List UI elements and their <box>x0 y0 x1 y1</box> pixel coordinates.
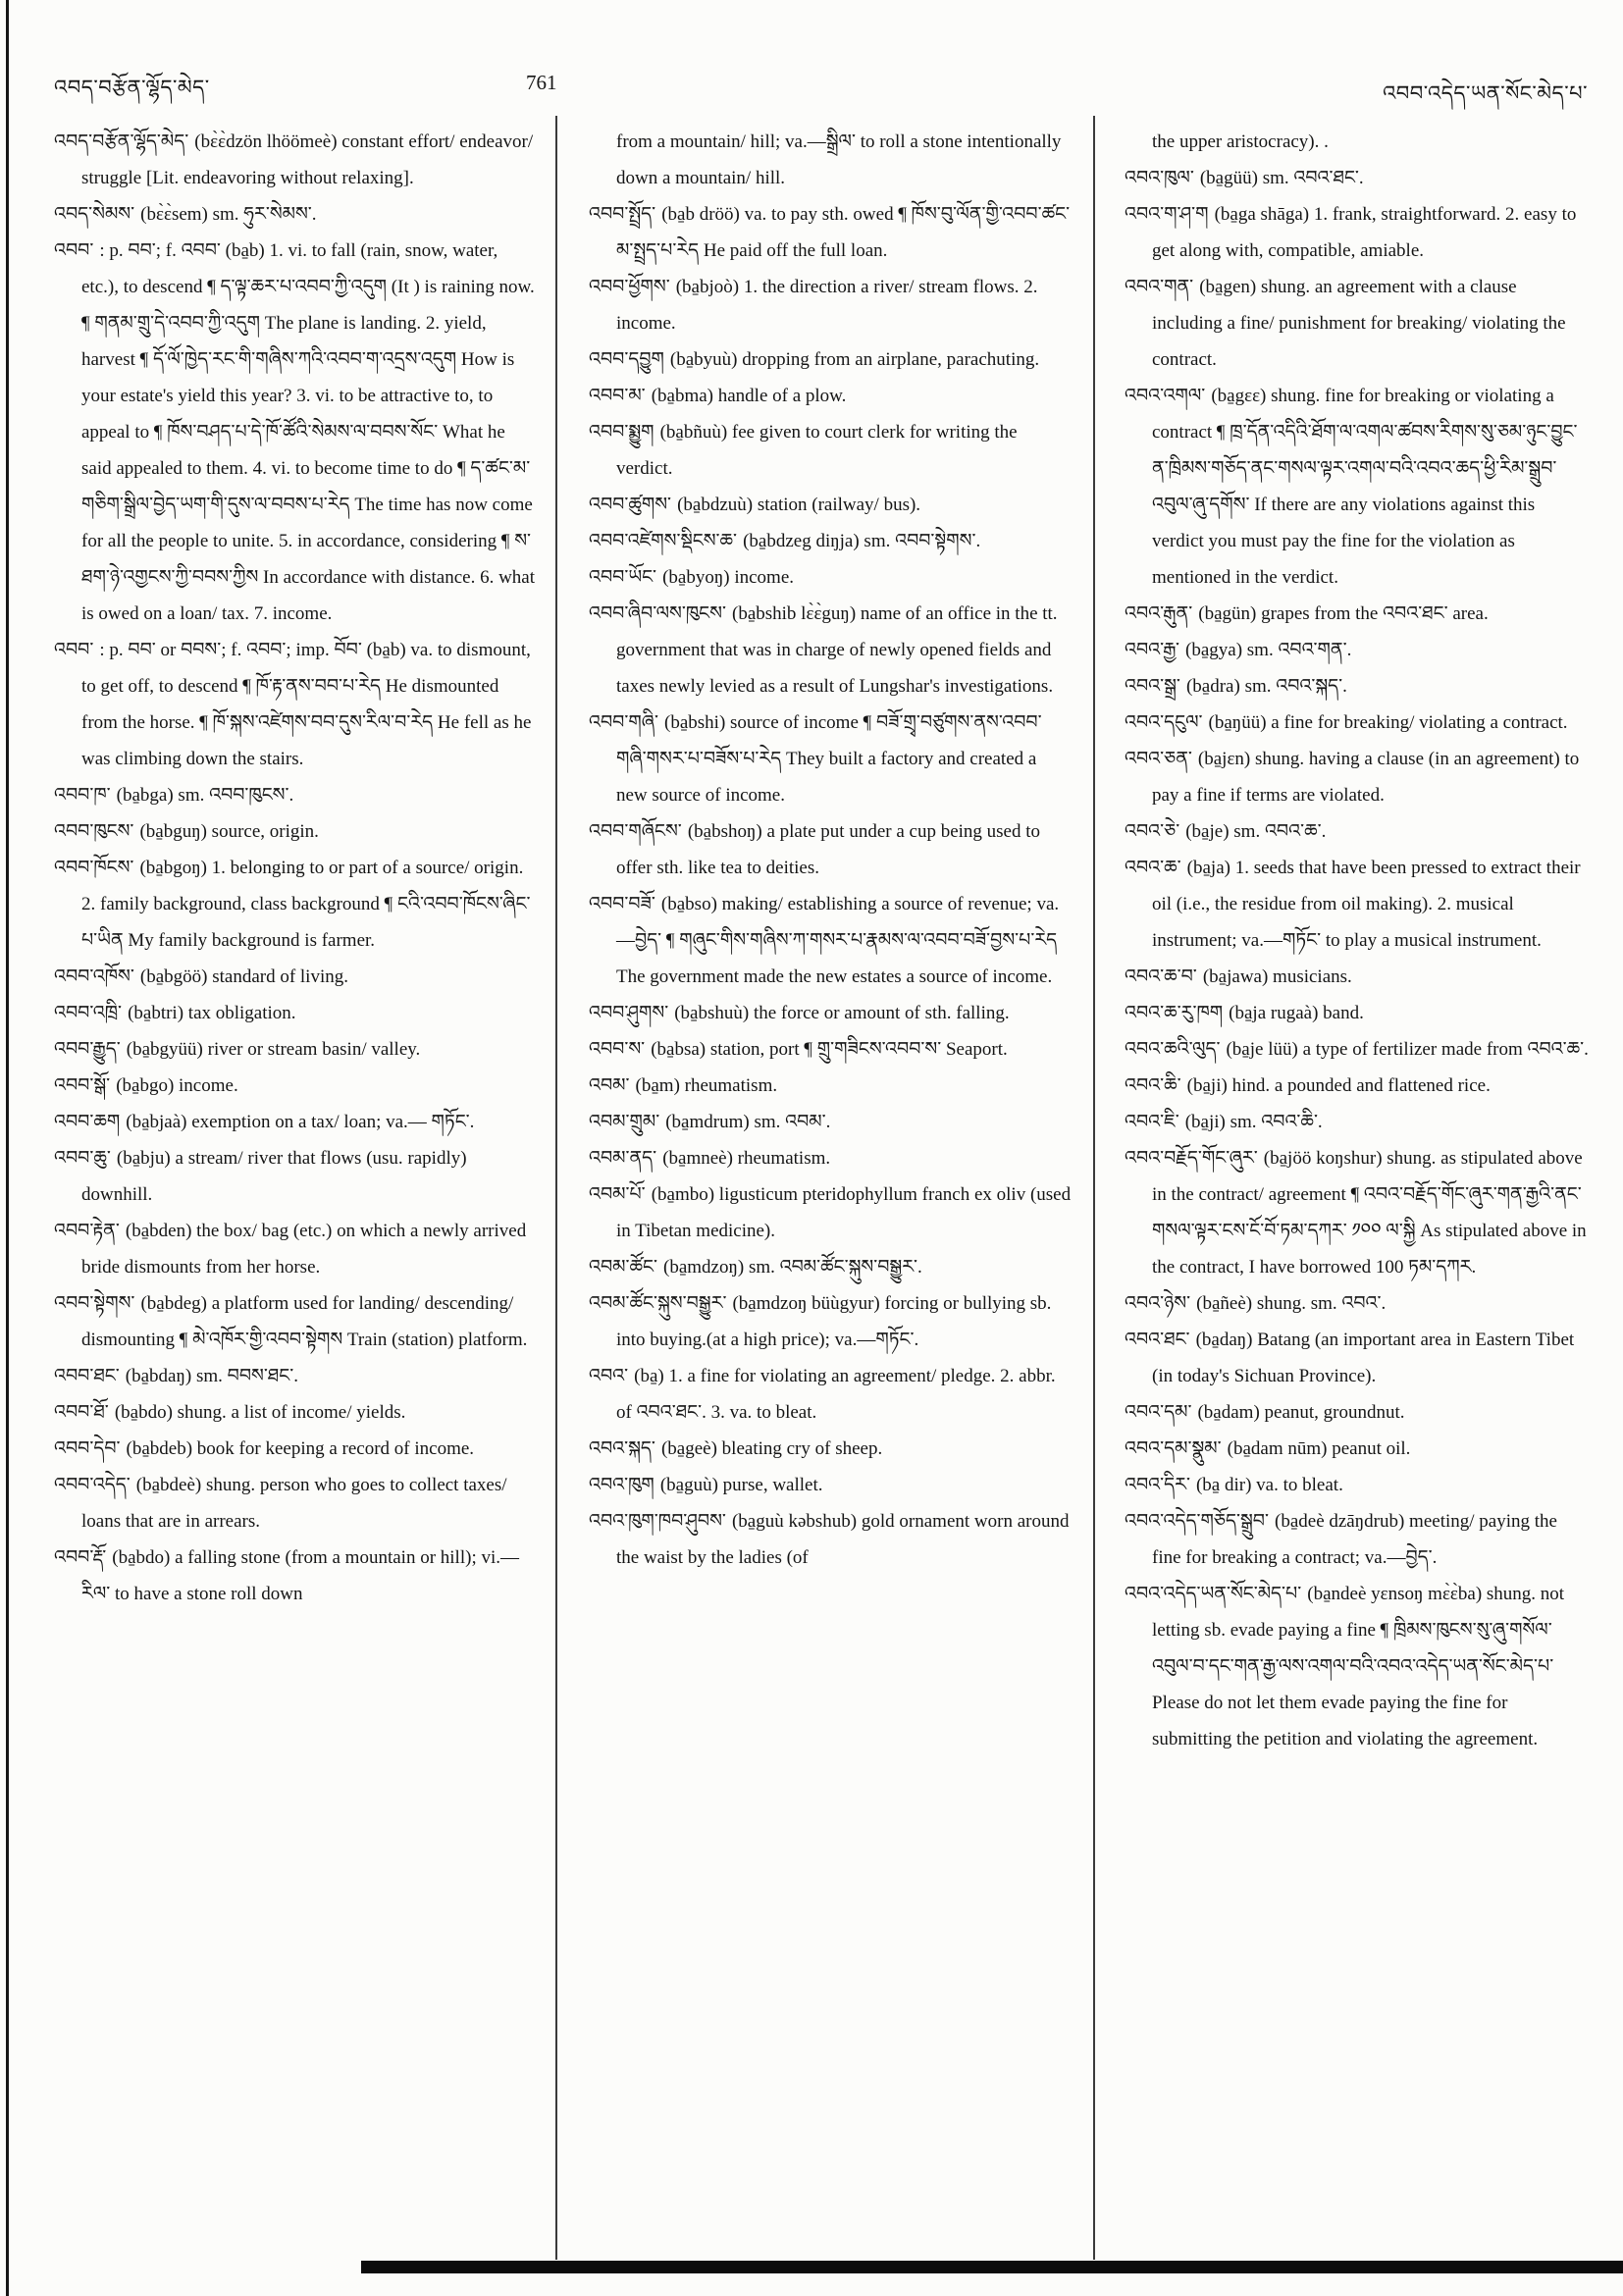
entry-headword: འབབ་ཤུགས་ <box>589 1002 675 1023</box>
dictionary-entry <box>54 813 537 850</box>
entry-definition: (ba̱bdeg) a platform used for landing/ descending/ dismounting ¶ མེ་འཁོར་གྱི་འབབ་སྟེགས Train (station) platform. <box>81 1293 528 1350</box>
dictionary-entry <box>1125 1104 1590 1140</box>
entry-headword: འབབ་འདེད་ <box>54 1474 136 1495</box>
entry-definition: : p. བབ་ or བབས་; f. འབབ་; imp. བོབ་ (ba̱b) va. to dismount, to get off, to descend ¶ ཁོ་རྟ་ནས་བབ་པ་རེད He dismounted from the horse. ¶ ཁོ་སྐས་འཛེགས་བབ་དུས་རིལ་བ་རེད He fell as he was climbing down the stairs. <box>81 640 532 769</box>
entry-headword: འབའ་ཇི་ <box>1125 1111 1185 1132</box>
dictionary-entry <box>1125 1467 1590 1503</box>
entry-headword: འབའ་ཐང་ <box>1125 1329 1196 1350</box>
entry-definition: (ba̱ji) hind. a pounded and flattened rice. <box>1186 1075 1491 1096</box>
dictionary-entry <box>589 596 1072 704</box>
entry-headword: འབབ་ཁོངས་ <box>54 857 140 878</box>
dict-column <box>589 124 1072 1576</box>
entry-headword: འབབ་ཡོང་ <box>589 566 663 588</box>
entry-headword: འབའ་གན་ <box>1125 276 1200 297</box>
entry-headword: འབབ་གཞི་ <box>589 711 665 733</box>
entry-definition: (ba̱mbo) ligusticum pteridophyllum franch ex oliv (used in Tibetan medicine). <box>616 1184 1072 1241</box>
dictionary-entry <box>54 233 537 632</box>
dictionary-entry <box>1125 160 1590 196</box>
dictionary-entry <box>589 1104 1072 1140</box>
dictionary-entry <box>589 1140 1072 1176</box>
entry-definition: (ba̱bjaà) exemption on a tax/ loan; va.— གཏོང་. <box>126 1112 475 1132</box>
entry-definition: (ba̱bden) the box/ bag (etc.) on which a newly arrived bride dismounts from her horse. <box>81 1221 527 1278</box>
dictionary-entry <box>54 1068 537 1104</box>
dictionary-entry <box>1125 1031 1590 1068</box>
entry-headword: འབའ་ཆི་ <box>1125 1074 1187 1096</box>
dictionary-entry <box>54 995 537 1031</box>
entry-definition: (ba̱bgoŋ) 1. belonging to or part of a source/ origin. 2. family background, class background ¶ ངའི་འབབ་ཁོངས་ཞིང་པ་ཡིན My family background is farmer. <box>81 858 531 951</box>
entry-definition: (ba̱jɛn) shung. having a clause (in an agreement) to pay a fine if terms are violated. <box>1152 749 1580 806</box>
entry-headword: འབའ་ཆ་ <box>1125 857 1187 878</box>
entry-headword: འབབ་སྨྱུག <box>589 421 660 443</box>
dictionary-entry <box>1125 959 1590 995</box>
dictionary-entry <box>1125 995 1590 1031</box>
entry-headword: འབའ་ཁུག <box>589 1474 660 1495</box>
dictionary-entry <box>54 1431 537 1467</box>
entry-headword: འབའ་སྐད་ <box>589 1437 661 1459</box>
entry-definition: (ba̱mdzoŋ büùgyur) forcing or bullying sb. into buying.(at a high price); va.—གཏོང་. <box>616 1293 1052 1350</box>
entry-definition: (bɛ̀ɛ̀sem) sm. ཧུར་སེམས་. <box>140 204 317 225</box>
dictionary-entry <box>1125 596 1590 632</box>
entry-headword: འབའ་སྒྲ་ <box>1125 675 1186 697</box>
dictionary-entry <box>589 1431 1072 1467</box>
dictionary-entry <box>589 1176 1072 1249</box>
dict-column <box>54 124 537 1612</box>
dictionary-entry <box>1125 196 1590 269</box>
entry-headword: འབབ་སྤྲོད་ <box>589 203 662 225</box>
entry-definition: (ba̱ja rugaà) band. <box>1229 1003 1364 1023</box>
entry-headword: འབབ་ <box>54 639 100 660</box>
dict-column <box>1125 124 1590 1757</box>
entry-definition: (ba̱geè) bleating cry of sheep. <box>660 1438 883 1459</box>
entry-definition: (ba̱je lüü) a type of fertilizer made from འབའ་ཆ་. <box>1226 1039 1589 1060</box>
dictionary-entry <box>54 1213 537 1285</box>
dictionary-entry <box>589 1503 1072 1576</box>
entry-definition: (ba̱jöö koŋshur) shung. as stipulated above in the contract/ agreement ¶ འབའ་བརྗོད་གོང་ཞུར་གན་རྒྱའི་ནང་གསལ་ལྟར་ངས་ངོ་བོ་ཏམ་དཀར་ ༡༠༠ ལ་སྐྱི As stipulated above in the contract, I have borrowed 100 ཏམ་དཀར. <box>1152 1148 1587 1278</box>
dictionary-entry <box>589 559 1072 596</box>
dictionary-entry <box>54 1285 537 1358</box>
dictionary-entry <box>589 341 1072 378</box>
entry-definition: (ba̱bñuù) fee given to court clerk for writing the verdict. <box>616 422 1018 479</box>
entry-definition: (ba̱bjoò) 1. the direction a river/ stream flows. 2. income. <box>616 277 1038 334</box>
dictionary-entry <box>1125 378 1590 596</box>
entry-headword: འབབ་བཟོ་ <box>589 893 661 914</box>
entry-headword: འབབ་འཁོས་ <box>54 965 140 987</box>
entry-headword: འབབ་ཁུངས་ <box>54 820 140 842</box>
entry-headword: འབའ་ཅན་ <box>1125 748 1198 769</box>
dictionary-entry <box>589 1358 1072 1431</box>
entry-definition: from a mountain/ hill; va.—སྒྲིལ་ to roll a stone intentionally down a mountain/ hill. <box>616 131 1062 188</box>
dictionary-entry <box>54 1140 537 1213</box>
entry-definition: (ba̱dam nūm) peanut oil. <box>1227 1438 1411 1459</box>
dictionary-entry <box>54 1394 537 1431</box>
entry-definition: (ba̱daŋ) Batang (an important area in Eastern Tibet (in today's Sichuan Province). <box>1152 1330 1575 1386</box>
entry-headword: འབའ་ཆ་བ་ <box>1125 965 1203 987</box>
entry-definition: (ba̱bshoŋ) a plate put under a cup being used to offer sth. like tea to deities. <box>616 821 1041 878</box>
dictionary-entry <box>1125 668 1590 704</box>
dictionary-entry <box>589 523 1072 559</box>
entry-headword: འབབ་དེབ་ <box>54 1437 127 1459</box>
entry-definition: (ba̱gya) sm. འབའ་གན་. <box>1185 640 1352 660</box>
entry-headword: འབབ་ཕྱོགས་ <box>589 276 676 297</box>
entry-definition: (ba̱mdzoŋ) sm. འབམ་ཚོང་སྐུས་བསྒྱུར་. <box>663 1257 922 1278</box>
dictionary-entry <box>1125 1285 1590 1322</box>
entry-definition: (ba̱ga shāga) 1. frank, straightforward. 2. easy to get along with, compatible, amiable. <box>1152 204 1577 261</box>
dictionary-entry <box>54 959 537 995</box>
entry-definition: (ba̱ dir) va. to bleat. <box>1195 1475 1343 1495</box>
entry-definition: (ba̱dra) sm. འབའ་སྐད་. <box>1185 676 1347 697</box>
entry-definition: (ba̱bdzeg diŋja) sm. འབབ་སྟེགས་. <box>743 531 981 551</box>
entry-definition: (ba̱m) rheumatism. <box>635 1075 778 1096</box>
entry-headword: འབའ་འདེད་གཅོད་སྒྲུབ་ <box>1125 1510 1275 1532</box>
dictionary-entry <box>589 813 1072 886</box>
entry-definition: (ba̱bdaŋ) sm. བབས་ཐང་. <box>125 1366 298 1386</box>
entry-definition: (ba̱bshi) source of income ¶ བཟོ་གྲྭ་བཙུགས་ནས་འབབ་གཞི་གསར་པ་བཟོས་པ་རེད They built a factory and created a new source of income. <box>616 712 1042 806</box>
entry-definition: (ba̱ndeè yɛnsoŋ mɛ̀ɛ̀ba) shung. not letting sb. evade paying a fine ¶ ཁྲིམས་ཁུངས་སུ་ཞུ་གསོལ་འབུལ་བ་དང་གན་རྒྱ་ལས་འགལ་བའི་འབའ་འདེད་ཡན་སོང་མེད་པ་ Please do not let them evade paying the fine for submitting the petition and violating the agreement. <box>1152 1584 1565 1749</box>
dictionary-entry <box>589 269 1072 341</box>
entry-definition: (ba̱bgöö) standard of living. <box>139 966 348 987</box>
entry-definition: (ba̱bdo) a falling stone (from a mountain or hill); vi.—རིལ་ to have a stone roll down <box>81 1547 519 1604</box>
entry-definition: (ba̱bju) a stream/ river that flows (usu. rapidly) downhill. <box>81 1148 467 1205</box>
entry-definition: (ba̱gɛɛ) shung. fine for breaking or violating a contract ¶ ཁྲ་དོན་འདིའི་ཐོག་ལ་འགལ་ཚབས་རིགས་སུ་ཅམ་ཉུང་བྱུང་ན་ཁྲིམས་གཅོད་ནང་གསལ་ལྟར་འགལ་བའི་འབའ་ཆད་ཕྱི་རིམ་སྒྲུབ་འབུལ་ཞུ་དགོས་ If there are any violations against this verdict you must pay the fine for the violation as mentioned in the verdict. <box>1152 386 1578 588</box>
entry-definition: (ba̱) 1. a fine for violating an agreement/ pledge. 2. abbr. of འབའ་ཐང་. 3. va. to bleat. <box>616 1366 1056 1423</box>
entry-definition: (ba̱btri) tax obligation. <box>128 1003 296 1023</box>
entry-headword: འབམ་ཚོང་ <box>589 1256 663 1278</box>
dictionary-entry <box>589 1031 1072 1068</box>
entry-headword: འབའ་རྒུན་ <box>1125 602 1199 624</box>
column-divider-right <box>1093 116 1095 2260</box>
dictionary-entry <box>1125 704 1590 741</box>
dictionary-entry <box>1125 1503 1590 1576</box>
entry-definition: (ba̱deè dzāŋdrub) meeting/ paying the fine for breaking a contract; va.—བྱེད་. <box>1152 1511 1557 1568</box>
entry-definition: (ba̱bshib lɛ̀ɛ̀guŋ) name of an office in the tt. government that was in charge of newly opened fields and taxes newly levied as a result of Lungshar's investigations. <box>616 603 1058 697</box>
dictionary-entry <box>1125 1068 1590 1104</box>
entry-headword: འབའ་ཅེ་ <box>1125 820 1186 842</box>
dictionary-entry <box>54 1104 537 1140</box>
dictionary-entry <box>589 704 1072 813</box>
entry-definition: (ba̱guù kəbshub) gold ornament worn around the waist by the ladies (of <box>616 1511 1070 1568</box>
entry-headword: འབའ་རྒྱ་ <box>1125 639 1185 660</box>
dictionary-entry <box>1125 1140 1590 1285</box>
running-head-left: འབད་བརྩོན་ལྷོད་མེད་ <box>54 76 210 99</box>
entry-headword: འབད་བརྩོན་ལྷོད་མེད་ <box>54 130 195 152</box>
dictionary-entry <box>589 1467 1072 1503</box>
entry-definition: (ba̱bdeè) shung. person who goes to collect taxes/ loans that are in arrears. <box>81 1475 507 1532</box>
entry-definition: (ba̱mneè) rheumatism. <box>662 1148 831 1169</box>
entry-headword: འབབ་རྒྱུད་ <box>54 1038 127 1060</box>
entry-definition: (ba̱b dröö) va. to pay sth. owed ¶ ཁོས་བུ་ལོན་གྱི་འབབ་ཚང་མ་སྤྲད་པ་རེད He paid off the full loan. <box>616 204 1071 261</box>
entry-definition: : p. བབ་; f. འབབ་ (ba̱b) 1. vi. to fall (rain, snow, water, etc.), to descend ¶ ད་ལྟ་ཆར་པ་འབབ་ཀྱི་འདུག (It ) is raining now. ¶ གནམ་གྲུ་དེ་འབབ་ཀྱི་འདུག The plane is landing. 2. yield, harvest ¶ དོ་ལོ་ཁྱེད་རང་གི་གཞིས་ཀའི་འབབ་ག་འདྲས་འདུག How is your estate's yield this year? 3. vi. to be attractive to, to appeal to ¶ ཁོས་བཤད་པ་དེ་ཁོ་ཚོའི་སེམས་ལ་བབས་སོང་ What he said appealed to them. 4. vi. to become time to do ¶ ད་ཚང་མ་གཅིག་སྒྲིལ་བྱེད་ཡག་གི་དུས་ལ་བབས་པ་རེད The time has now come for all the people to unite. 5. in accordance, considering ¶ ས་ཐག་ཉེ་འགྱངས་ཀྱི་བབས་ཀྱིས In accordance with distance. 6. what is owed on a loan/ tax. 7. income. <box>81 240 536 624</box>
entry-definition: (ba̱bgo) income. <box>116 1075 238 1096</box>
running-head-right: འབབ་འདེད་ཡན་སོང་མེད་པ་ <box>1383 81 1588 105</box>
entry-definition: the upper aristocracy). . <box>1152 131 1329 152</box>
dictionary-entry <box>589 1068 1072 1104</box>
entry-definition: (ba̱bgyüü) river or stream basin/ valley. <box>126 1039 421 1060</box>
dictionary-entry <box>1125 1576 1590 1757</box>
entry-headword: འབབ་ཆུ་ <box>54 1147 117 1169</box>
entry-definition: (ba̱ŋüü) a fine for breaking/ violating a contract. <box>1208 712 1568 733</box>
entry-definition: (ba̱bma) handle of a plow. <box>651 386 847 406</box>
entry-headword: འབབ་སྟེགས་ <box>54 1292 141 1314</box>
entry-headword: འབབ་ཆག <box>54 1111 127 1132</box>
entry-definition: (bɛ̀ɛ̀dzön lhöömeè) constant effort/ endeavor/ struggle [Lit. endeavoring without relaxing]. <box>81 131 534 188</box>
entry-headword: འབམ་ནད་ <box>589 1147 663 1169</box>
entry-headword: འབམ་ <box>589 1074 636 1096</box>
entry-headword: འབབ་རྟེན་ <box>54 1220 126 1241</box>
entry-headword: འབབ་ཐོ་ <box>54 1401 115 1423</box>
entry-definition: (ba̱dam) peanut, groundnut. <box>1197 1402 1405 1423</box>
entry-headword: འབའ་ཁུལ་ <box>1125 167 1200 188</box>
entry-headword: འབབ་ཞིབ་ལས་ཁུངས་ <box>589 602 732 624</box>
entry-definition: (ba̱bso) making/ establishing a source of revenue; va.—བྱེད་ ¶ གཞུང་གིས་གཞིས་ཀ་གསར་པ་རྣམས་ལ་འབབ་བཟོ་བྱས་པ་རེད The government made the new estates a source of income. <box>616 894 1060 987</box>
entry-headword: འབམ་ཚོང་སྐུས་བསྒྱུར་ <box>589 1292 733 1314</box>
entry-headword: འབབ་འཛེགས་སྡིངས་ཆ་ <box>589 530 744 551</box>
entry-definition: (ba̱bguŋ) source, origin. <box>139 821 319 842</box>
dictionary-entry <box>54 777 537 813</box>
entry-headword: འབའ་ག་ཤ་ག <box>1125 203 1215 225</box>
entry-headword: འབམ་གྲུམ་ <box>589 1111 666 1132</box>
entry-headword: འབད་སེམས་ <box>54 203 141 225</box>
entry-definition: (ba̱bshuù) the force or amount of sth. falling. <box>674 1003 1010 1023</box>
entry-definition: (ba̱je) sm. འབའ་ཆ་. <box>1185 821 1327 842</box>
entry-definition: (ba̱bsa) station, port ¶ གྲུ་གཟིངས་འབབ་ས་ Seaport. <box>651 1039 1008 1060</box>
scan-left-border <box>6 0 9 2296</box>
dictionary-entry <box>1125 813 1590 850</box>
entry-headword: འབའ་དིར་ <box>1125 1474 1196 1495</box>
entry-headword: འབའ་ཉེས་ <box>1125 1292 1197 1314</box>
entry-headword: འབབ་འཁྲི་ <box>54 1002 129 1023</box>
entry-headword: འབའ་བརྗོད་གོང་ཞུར་ <box>1125 1147 1264 1169</box>
entry-definition: (ba̱ja) 1. seeds that have been pressed to extract their oil (i.e., the residue from oil making). 2. musical instrument; va.—གཏོང་ to play a musical instrument. <box>1152 858 1581 951</box>
entry-headword: འབའ་དངུལ་ <box>1125 711 1209 733</box>
entry-headword: འབའ་ <box>589 1365 635 1386</box>
entry-headword: འབབ་དབྱུག <box>589 348 670 370</box>
dictionary-entry <box>54 1467 537 1539</box>
entry-definition: (ba̱jawa) musicians. <box>1202 966 1352 987</box>
entry-definition: (ba̱güü) sm. འབའ་ཐང་. <box>1199 168 1364 188</box>
entry-definition: (ba̱ji) sm. འབའ་ཆི་. <box>1184 1112 1323 1132</box>
dictionary-entry <box>1125 269 1590 378</box>
entry-definition: (ba̱gün) grapes from the འབའ་ཐང་ area. <box>1198 603 1489 624</box>
dictionary-entry <box>1125 741 1590 813</box>
dictionary-entry <box>589 1285 1072 1358</box>
entry-definition: (ba̱byuù) dropping from an airplane, parachuting. <box>669 349 1040 370</box>
entry-continuation <box>589 124 1072 196</box>
entry-headword: འབབ་ས་ <box>589 1038 652 1060</box>
dictionary-entry <box>589 487 1072 523</box>
entry-headword: འབའ་ཆའི་ལུད་ <box>1125 1038 1227 1060</box>
dictionary-entry <box>589 1249 1072 1285</box>
dictionary-entry <box>54 1358 537 1394</box>
entry-definition: (ba̱guù) purse, wallet. <box>659 1475 823 1495</box>
entry-definition: (ba̱gen) shung. an agreement with a clause including a fine/ punishment for breaking/ violating the contract. <box>1152 277 1566 370</box>
dictionary-entry <box>54 196 537 233</box>
dictionary-entry <box>54 124 537 196</box>
entry-headword: འབབ་རྡོ་ <box>54 1546 113 1568</box>
entry-headword: འབའ་འགལ་ <box>1125 385 1212 406</box>
dictionary-entry <box>589 378 1072 414</box>
entry-headword: འབབ་ཁ་ <box>54 784 117 806</box>
dictionary-entry <box>1125 1322 1590 1394</box>
entry-headword: འབབ་མ་ <box>589 385 652 406</box>
entry-definition: (ba̱byoŋ) income. <box>662 567 795 588</box>
entry-headword: འབའ་ཆ་རུ་ཁག <box>1125 1002 1230 1023</box>
entry-headword: འབབ་གཞོངས་ <box>589 820 688 842</box>
column-divider-left <box>555 116 557 2260</box>
page-number: 761 <box>526 71 557 94</box>
entry-continuation <box>1125 124 1590 160</box>
dictionary-entry <box>589 886 1072 995</box>
entry-headword: འབབ་སྒོ་ <box>54 1074 117 1096</box>
dictionary-entry <box>54 850 537 959</box>
entry-headword: འབའ་ཁུག་ཁབ་ཤུབས་ <box>589 1510 732 1532</box>
dictionary-entry <box>589 196 1072 269</box>
scan-bottom-bar <box>361 2261 1623 2273</box>
dictionary-entry <box>54 1031 537 1068</box>
dictionary-entry <box>54 1539 537 1612</box>
entry-headword: འབབ་ཐང་ <box>54 1365 126 1386</box>
entry-headword: འབམ་པོ་ <box>589 1183 652 1205</box>
entry-headword: འབབ་ཚུགས་ <box>589 494 678 515</box>
entry-definition: (ba̱bdo) shung. a list of income/ yields. <box>114 1402 406 1423</box>
entry-headword: འབའ་འདེད་ཡན་སོང་མེད་པ་ <box>1125 1583 1308 1604</box>
entry-definition: (ba̱ñeè) shung. sm. འབའ་. <box>1196 1293 1387 1314</box>
entry-definition: (ba̱bdzuù) station (railway/ bus). <box>677 495 921 515</box>
entry-headword: འབབ་ <box>54 239 100 261</box>
dictionary-entry <box>54 632 537 777</box>
dictionary-entry <box>1125 1431 1590 1467</box>
entry-definition: (ba̱bga) sm. འབབ་ཁུངས་. <box>116 785 294 806</box>
dictionary-entry <box>589 995 1072 1031</box>
entry-definition: (ba̱mdrum) sm. འབམ་. <box>665 1112 831 1132</box>
dictionary-entry <box>589 414 1072 487</box>
entry-definition: (ba̱bdeb) book for keeping a record of income. <box>126 1438 475 1459</box>
dictionary-entry <box>1125 632 1590 668</box>
entry-headword: འབའ་དམ་ <box>1125 1401 1198 1423</box>
dictionary-entry <box>1125 1394 1590 1431</box>
dictionary-entry <box>1125 850 1590 959</box>
entry-headword: འབའ་དམ་སྣུམ་ <box>1125 1437 1228 1459</box>
